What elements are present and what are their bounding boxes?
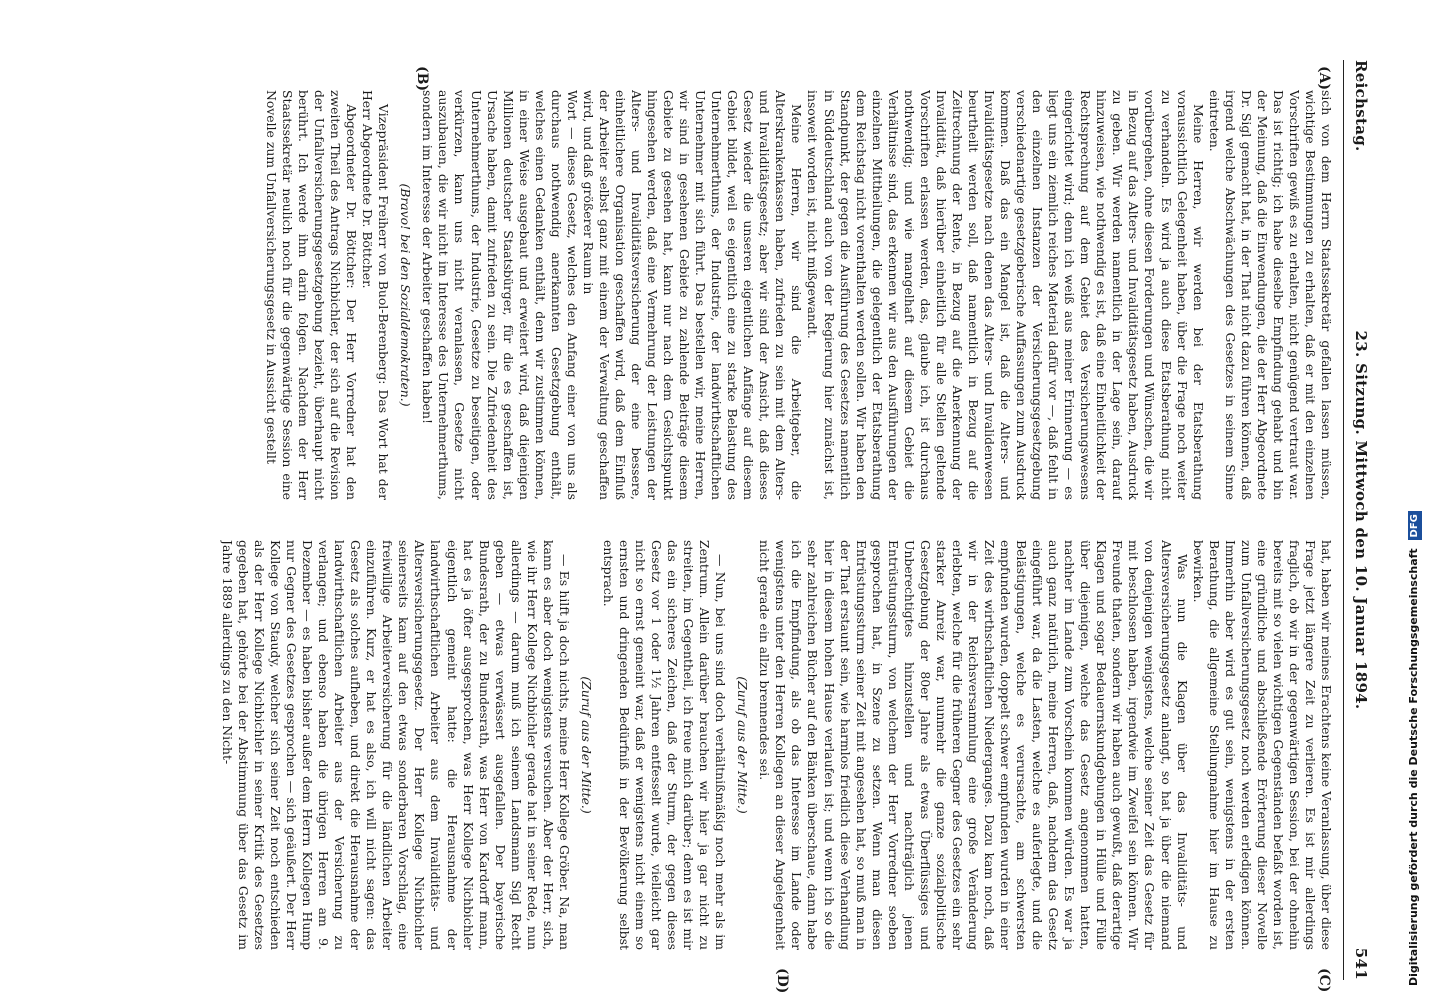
paragraph: Meine Herren, wir werden bei der Etatsberathung voraussichtlich Gelegenheit haben, über die Frage noch weiter zu verhandeln. Es wird ja auch diese Etatsberathung nicht vorübergehen, ohne diesen Forderungen und Wünschen, die wir in Bezug auf das Alters- und Invaliditätsgesetz haben, Ausdruck zu geben. Wir werden namentlich in der Lage sein, darauf hinzuweisen, wie nothwendig es ist, daß eine Einheitlichkeit der Rechtsprechung auf dem Gebiet des Versicherungswesens eingerichtet wird; denn ich weiß aus meiner Erinnerung — es liegt uns ein ziemlich reiches Material dafür vor —, daß fehlt in den einzelnen Instanzen der Versicherungsgesetzgebung verschiedenartige gesetzgeberische Auffassungen zum Ausdruck kommen. Daß das ein Mangel ist, daß die Alters- und Invaliditätsgesetze nach denen das Alters- und Invalidenwesen beurtheilt werden soll, daß namentlich in Bezug auf die Zeitrechnung der Rente, in Bezug auf die Anerkennung der Invalidität, daß hierüber einheitlich für alle Stellen geltende Vorschriften erlassen werden, das, glaube ich, ist durchaus nothwendig; und wie mangelhaft auf diesem Gebiet die Verhältnisse sind, das erkennen wir aus den Ausführungen der einzelnen Mittheilungen, die gelegentlich der Etatsberathung dem Reichstag nicht vorenthalten werden sollen. Wir haben den Standpunkt, der gegen die Ausführung des Gesetzes namentlich in Süddeutschland auch von der Regierung hier zunächst ist, insoweit worden ist, nicht mißgewandt. <box>805 90 1206 500</box>
interjection-note: (Zuruf aus der Mitte.) <box>578 676 594 814</box>
right-text-column <box>20 540 1334 950</box>
paragraph: Wort — dieses Gesetz, welches den Anfang einer von uns als durchaus nothwendig anerkannten Gesetzgebung enthält, welches einen Gedanken enthält, denn wir zustimmen können, in einer Weise ausgebaut und erweitert wird, daß diejenigen Millionen deutscher Staatsbürger, für die es geschaffen ist, Ursache haben, damit zufrieden zu sein. Die Zufriedenheit des Unternehmerthums, der Industrie, Gesetze zu beseitigen, oder verkürzen, kann uns nicht veranlassen, Gesetze nicht auszubauen, die wir nicht im Interesse des Unternehmerthums, sondern im Interesse der Arbeiter geschaffen haben! <box>420 90 580 500</box>
margin-marker-d: (D) <box>774 968 790 994</box>
paragraph: hat, haben wir meines Erachtens keine Veranlassung, über diese Frage jetzt längere Zeit zu verlieren. Es ist mir allerdings fraglich, ob wir in der gegenwärtigen Session, bei der ohnehin bereits mit so vielen wichtigen Gegenständen befaßt worden ist, eine gründliche und abschließende Erörterung dieser Novelle zum Unfallversicherungsgesetz noch werden erledigen können. Immerhin aber wird es gut sein, wenigstens in der ersten Berathung, die allgemeine Stellungnahme hier im Hause zu bewirken. <box>1190 540 1334 950</box>
margin-marker-c: (C) <box>1316 968 1332 993</box>
speaker-paragraph: Vizepräsident Freiherr von Buol-Berenberg: Das Wort hat der Herr Abgeordnete Dr. Böttcher. <box>360 90 392 500</box>
speaker-paragraph: Abgeordneter Dr. Böttcher: Der Herr Vorredner hat den zweiten Theil des Antrags Nichbichler, der sich auf die Revision der Unfallversicherungsgesetzgebung bezieht, überhaupt nicht berührt. Ich werde ihm darin folgen. Nachdem der Herr Staatssekretär neulich noch für die gegenwärtige Session eine Novelle zum Unfallversicherungsgesetz in Aussicht gestellt <box>263 90 360 500</box>
interjection-note: (Zuruf aus der Mitte.) <box>735 676 751 814</box>
dfg-logo: DFG <box>1408 511 1422 540</box>
paragraph: — Nun, bei uns sind doch verhältnißmäßig noch mehr als im Zentrum. Allein darüber brauchen wir hier ja gar nicht zu streiten, im Gegentheil, ich freue mich darüber; denn es ist mir das ein sicheres Zeichen, daß der Sturm, der gegen dieses Gesetz vor 1 oder 1½ Jahren entfesselt wurde, vielleicht gar nicht so ernst gemeint war, daß er wenigstens nicht einem so ernsten und dringenden Bedürfniß in der Bevölkerung selbst entsprach. <box>600 540 729 950</box>
left-text-column <box>20 90 1334 500</box>
funding-strip <box>1396 0 1432 1000</box>
header-publication: Reichstag. <box>1352 60 1370 152</box>
funding-text: Digitalisierung gefördert durch die Deutsche Forschungsgemeinschaft <box>1407 548 1420 986</box>
funding-notice <box>1396 0 1432 1000</box>
page-header <box>1343 60 1388 980</box>
header-session-date: 23. Sitzung. Mittwoch den 10. Januar 1894. <box>1352 330 1370 710</box>
paragraph: Was nun die Klagen über das Invaliditäts- und Altersversicherungsgesetz anlangt, so hat ja über die niemand von denjenigen wenigstens, welche seiner Zeit das Gesetz für mit beschlossen haben, irgendwie im Zweifel sein können. Wir Freunde thaten, sondern wir haben auch gewußt, daß derartige Klagen und sogar Bedauernskundgebungen in Hülle und Fülle über diejenigen, welche das Gesetz angenommen hatten, nachher im Lande zum Vorschein kommen würden. Es war ja auch ganz natürlich, meine Herren, daß, nachdem das Gesetz eingeführt war, da die Lasten, welche es auferlegte, und die Belästigungen, welche es verursachte, am schwersten empfunden wurden, doppelt schwer empfunden wurden in einer Zeit des wirthschaftlichen Niederganges. Dazu kam noch, daß wir in der Reichsversammlung eine große Veränderung erlebten, welche für die früheren Gegner des Gesetzes ein sehr starker Anreiz war, nunmehr die ganze sozialpolitische Gesetzgebung der 80er Jahre als etwas Überflüssiges und Unberechtigtes hinzustellen und nachträglich jenen Entrüstungssturm, von welchem der Herr Vorredner soeben gesprochen hat, in Szene zu setzen. Wenn man diesen Entrüstungssturm seiner Zeit mit angesehen hat, so muß man in der That erstaunt sein, wie harmlos friedlich diese Verhandlung hier in diesem hohen Hause verlaufen ist; und wenn ich so die sehr zahlreichen Bücher auf den Bänken überschaue, dann habe ich die Empfindung, als ob das Interesse im Lande oder wenigstens unter den Herren Kollegen an dieser Angelegenheit nicht gerade ein allzu brennendes sei. <box>757 540 1190 950</box>
header-page-number: 541 <box>1352 947 1370 980</box>
paragraph: Meine Herren, wir sind die Arbeitgeber, die Alterskrankenkassen haben, zufrieden zu sein mit dem Alters- und Invaliditätsgesetz; aber wir sind der Ansicht, daß dieses Gesetz wieder die unseren eigentlichen Anfänge auf diesem Gebiet bildet, weil es eigentlich eine zu starke Belastung des Unternehmerthums, der Industrie, der landwirthschaftlichen Unternehmer mit sich führt. Das bestellen wir, meine Herren, wir sind in gesehenen Gebiete zu zahlende Beiträge diesem Gebiete zu gesehen hat, kann nur nach dem Gesichtspunkt hingesehen werden, daß eine Vermehrung der Leistungen der Alters- und Invaliditätsversicherung der eine bessere, einheitlichere Organisation geschaffen wird, daß dem Einfluß der Arbeiter selbst ganz mit einem der Verwaltung geschaffen wird, und daß größerer Raum in <box>580 90 805 500</box>
paragraph: sich von dem Herrn Staatssekretär gefallen lassen müssen, wichtige Bestimmungen zu erhalten, daß er mit den einzelnen Vorschriften gewiß es zu erhalten, nicht genügend vertraut war. Das ist richtig; ich habe dieselbe Empfindung gehabt und bin der Meinung, daß die Einwendungen, die der Herr Abgeordnete Dr. Sigl gemacht hat, in der That nicht dazu führen können, daß irgend welche Abschwächungen des Gesetzes in seinem Sinne eintreten. <box>1206 90 1334 500</box>
applause-note: (Bravo! bei den Sozialdemokraten.) <box>398 183 414 407</box>
paragraph: — Es hilft ja doch nichts, meine Herr Kollege Gröber. Na, man kann es aber doch wenigstens versuchen. Aber der Herr, sich, wie ihr Herr Kollege Nichbichler gerade hat in seiner Rede, nun allerdings — darum muß ich seinem Landsmann Sigl Recht geben — etwas verwässert ausgefallen. Der bayerische Bundesrath, der zu Bundesrath, was Herr von Kardorff mann, hat es ja öfter ausgesprochen, was Herr Kollege Nichbichler eigentlich gemeint hatte: die Herausnahme der landwirthschaftlichen Arbeiter aus dem Invaliditäts- und Altersversicherungsgesetz. Der Herr Kollege Nichbichler seinerseits kam auf den etwas sonderbaren Vorschlag, eine freiwillige Arbeiterversicherung für die ländlichen Arbeiter einzuführen. Kurz, er hat es also, ich will nicht sagen: das Gesetz als solches aufheben, und direkt die Herausnahme der landwirthschaftlichen Arbeiter aus der Versicherung zu verlangen; und ebenso haben die übrigen Herren am 9. Dezember — es haben bisher außer dem Herrn Kollegen Hump nur Gegner des Gesetzes gesprochen — sich geäußert. Der Herr Kollege von Staudy, welcher sich seiner Zeit noch entschieden als der Herr Kollege Nichbichler in seiner Kritik des Gesetzes gegeben hat, gehörte bei der Abstimmung über das Gesetz im Jahre 1889 allerdings zu den Nicht- <box>219 540 572 950</box>
margin-marker-b: (B) <box>414 66 430 92</box>
margin-marker-a: (A) <box>1316 66 1332 91</box>
